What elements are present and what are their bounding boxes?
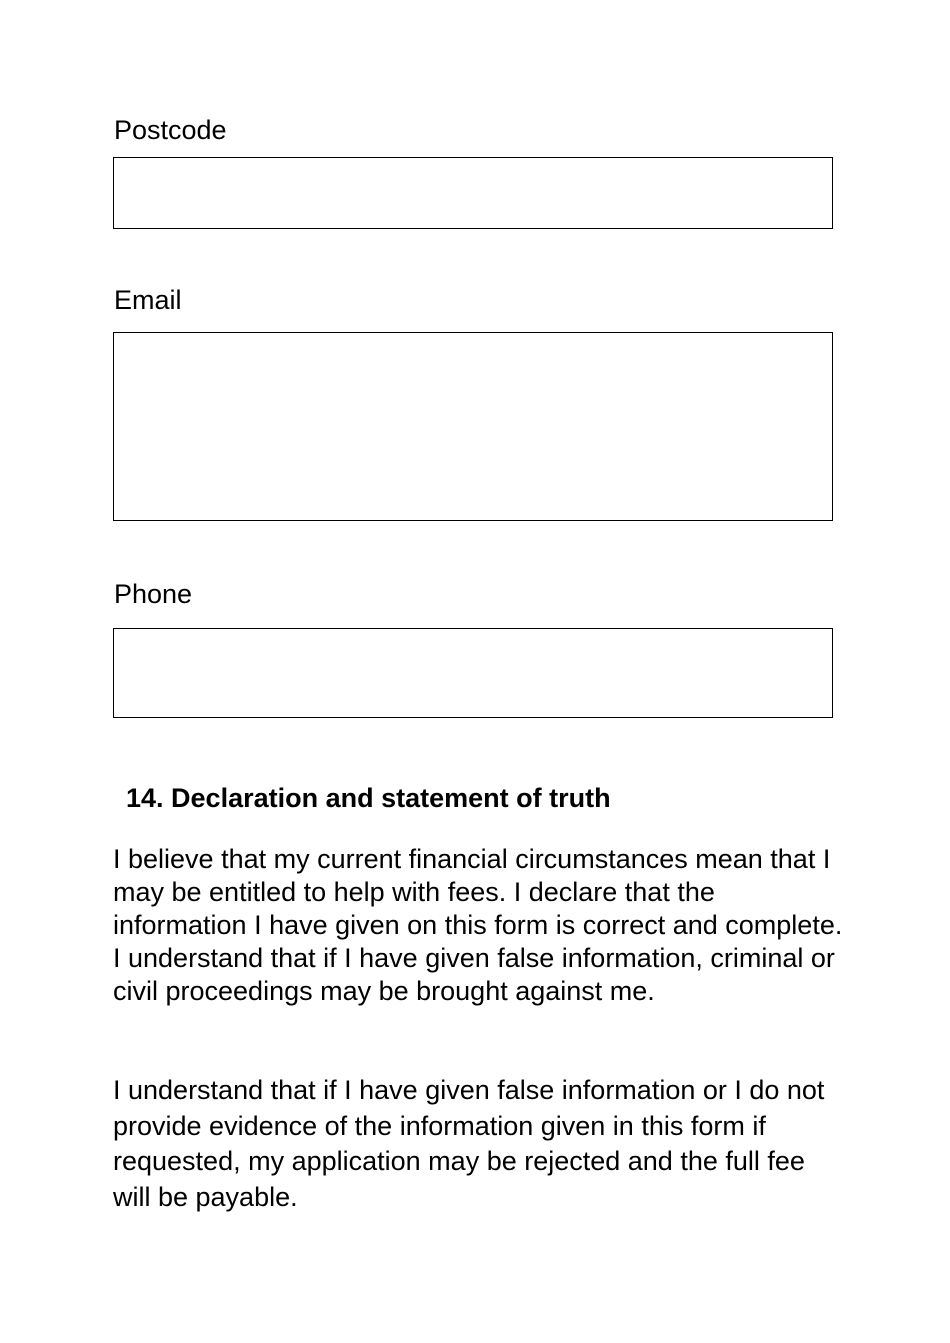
declaration-heading: 14. Declaration and statement of truth [126,783,611,813]
phone-input[interactable] [113,628,833,718]
postcode-input[interactable] [113,157,833,229]
postcode-label: Postcode [114,115,227,145]
email-input[interactable] [113,332,833,521]
phone-label: Phone [114,579,193,609]
declaration-paragraph: I believe that my current financial circumstances mean that I may be entitled to help with fees. I declare that the information I have given on this form is correct and complete. I understand that if I have given false information, criminal or civil proceedings may be brought against me. [113,844,843,1006]
email-label: Email [114,285,182,315]
declaration-paragraph: I understand that if I have given false information or I do not provide evidence of the information given in this form if requested, my application may be rejected and the full fee will be payable. [113,1075,825,1212]
